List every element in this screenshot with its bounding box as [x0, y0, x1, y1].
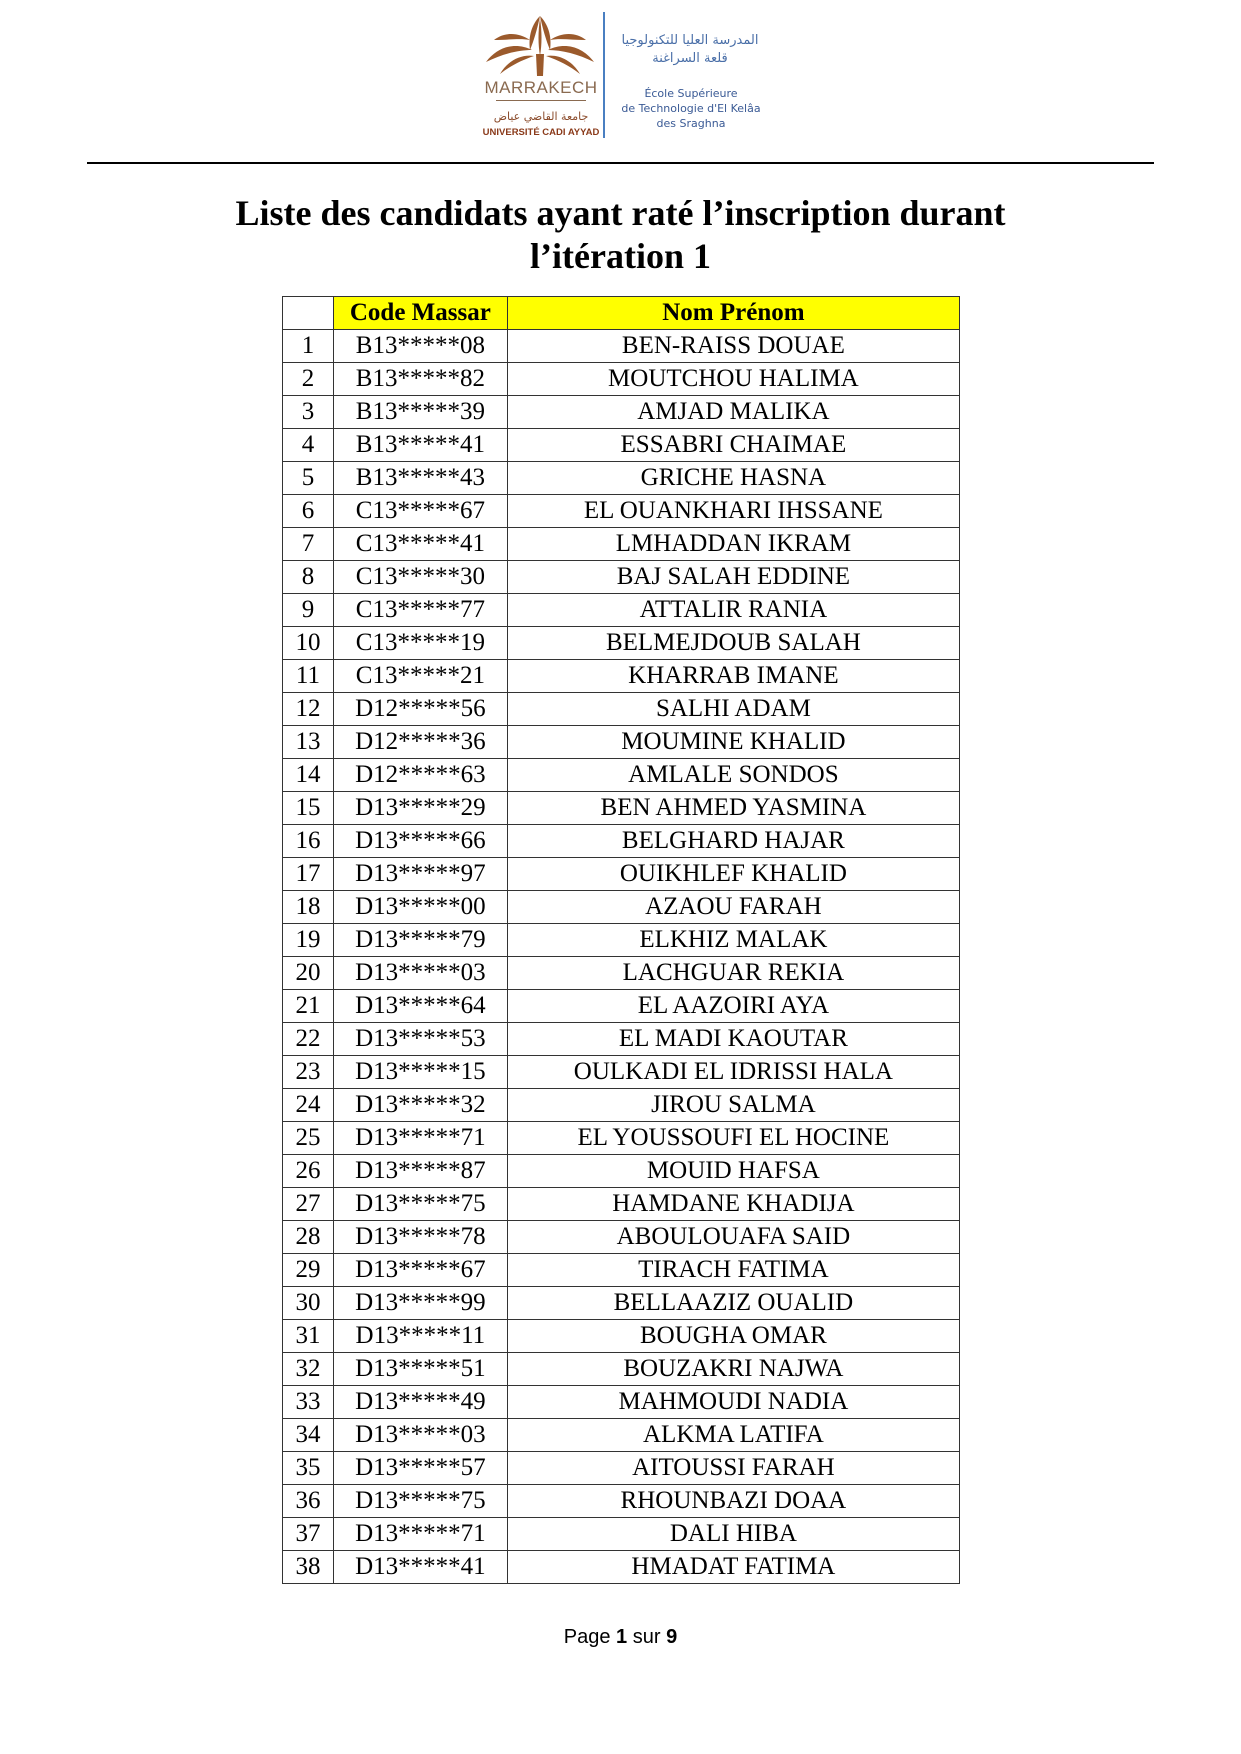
nom-prenom-cell: SALHI ADAM: [507, 693, 959, 726]
table-row: [283, 1023, 960, 1056]
nom-prenom-cell: BAJ SALAH EDDINE: [507, 561, 959, 594]
row-number-cell: 7: [283, 528, 334, 561]
row-number-cell: 9: [283, 594, 334, 627]
table-row: [283, 990, 960, 1023]
nom-prenom-cell: EL MADI KAOUTAR: [507, 1023, 959, 1056]
table-header-row: [283, 297, 960, 330]
nom-prenom-cell: BELLAAZIZ OUALID: [507, 1287, 959, 1320]
nom-prenom-cell: OULKADI EL IDRISSI HALA: [507, 1056, 959, 1089]
code-massar-cell: C13*****19: [333, 627, 507, 660]
table-row: [283, 759, 960, 792]
table-row: [283, 594, 960, 627]
nom-prenom-cell: BELGHARD HAJAR: [507, 825, 959, 858]
table-row: [283, 1518, 960, 1551]
page-label: Page: [563, 1626, 611, 1648]
nom-prenom-cell: MOUTCHOU HALIMA: [507, 363, 959, 396]
code-massar-cell: D13*****41: [333, 1551, 507, 1584]
page-of: sur: [632, 1626, 661, 1648]
logo-underline: [496, 100, 586, 101]
table-row: [283, 1056, 960, 1089]
row-number-cell: 10: [283, 627, 334, 660]
row-number-cell: 8: [283, 561, 334, 594]
nom-prenom-cell: ALKMA LATIFA: [507, 1419, 959, 1452]
nom-prenom-cell: LACHGUAR REKIA: [507, 957, 959, 990]
row-number-cell: 26: [283, 1155, 334, 1188]
table-row: [283, 1287, 960, 1320]
code-massar-cell: D13*****75: [333, 1485, 507, 1518]
nom-prenom-cell: HAMDANE KHADIJA: [507, 1188, 959, 1221]
code-massar-cell: C13*****30: [333, 561, 507, 594]
row-number-cell: 36: [283, 1485, 334, 1518]
school-name-french-line3: des Sraghna: [656, 117, 726, 130]
nom-prenom-cell: TIRACH FATIMA: [507, 1254, 959, 1287]
table-row: [283, 1254, 960, 1287]
letterhead: [0, 0, 1241, 150]
nom-prenom-cell: ABOULOUAFA SAID: [507, 1221, 959, 1254]
code-massar-cell: D13*****71: [333, 1518, 507, 1551]
table-row: [283, 627, 960, 660]
table-row: [283, 1320, 960, 1353]
table-row: [283, 1485, 960, 1518]
table-row: [283, 1221, 960, 1254]
school-name-arabic-line1: المدرسة العليا للتكنولوجيا: [621, 33, 759, 48]
row-number-cell: 2: [283, 363, 334, 396]
header-rule: [87, 162, 1154, 164]
row-number-cell: 1: [283, 330, 334, 363]
nom-prenom-cell: DALI HIBA: [507, 1518, 959, 1551]
table-body: [283, 330, 960, 1584]
code-massar-cell: D13*****49: [333, 1386, 507, 1419]
code-massar-cell: D13*****00: [333, 891, 507, 924]
code-massar-cell: D13*****64: [333, 990, 507, 1023]
table-row: [283, 891, 960, 924]
nom-prenom-cell: BEN-RAISS DOUAE: [507, 330, 959, 363]
nom-prenom-cell: ATTALIR RANIA: [507, 594, 959, 627]
logo-divider: [603, 12, 605, 138]
table-row: [283, 693, 960, 726]
row-number-cell: 5: [283, 462, 334, 495]
table-row: [283, 330, 960, 363]
nom-prenom-cell: AZAOU FARAH: [507, 891, 959, 924]
school-name-french: [606, 86, 776, 131]
code-massar-cell: D12*****63: [333, 759, 507, 792]
table-row: [283, 1089, 960, 1122]
nom-prenom-cell: MAHMOUDI NADIA: [507, 1386, 959, 1419]
table-row: [283, 561, 960, 594]
column-header-number: [283, 297, 334, 330]
row-number-cell: 32: [283, 1353, 334, 1386]
row-number-cell: 22: [283, 1023, 334, 1056]
row-number-cell: 31: [283, 1320, 334, 1353]
nom-prenom-cell: LMHADDAN IKRAM: [507, 528, 959, 561]
page-title-line1: Liste des candidats ayant raté l’inscription durant: [235, 193, 1006, 233]
table-row: [283, 1386, 960, 1419]
nom-prenom-cell: AMJAD MALIKA: [507, 396, 959, 429]
row-number-cell: 33: [283, 1386, 334, 1419]
nom-prenom-cell: GRICHE HASNA: [507, 462, 959, 495]
table-row: [283, 462, 960, 495]
row-number-cell: 14: [283, 759, 334, 792]
row-number-cell: 37: [283, 1518, 334, 1551]
university-name-french: UNIVERSITÉ CADI AYYAD: [482, 127, 600, 138]
code-massar-cell: D13*****57: [333, 1452, 507, 1485]
code-massar-cell: B13*****43: [333, 462, 507, 495]
table-row: [283, 363, 960, 396]
page-title-line2: l’itération 1: [530, 236, 711, 276]
row-number-cell: 15: [283, 792, 334, 825]
code-massar-cell: D13*****51: [333, 1353, 507, 1386]
row-number-cell: 21: [283, 990, 334, 1023]
table-row: [283, 1419, 960, 1452]
row-number-cell: 18: [283, 891, 334, 924]
code-massar-cell: C13*****67: [333, 495, 507, 528]
row-number-cell: 30: [283, 1287, 334, 1320]
nom-prenom-cell: OUIKHLEF KHALID: [507, 858, 959, 891]
nom-prenom-cell: EL OUANKHARI IHSSANE: [507, 495, 959, 528]
code-massar-cell: D13*****11: [333, 1320, 507, 1353]
row-number-cell: 17: [283, 858, 334, 891]
code-massar-cell: B13*****08: [333, 330, 507, 363]
table-row: [283, 528, 960, 561]
nom-prenom-cell: EL AAZOIRI AYA: [507, 990, 959, 1023]
row-number-cell: 16: [283, 825, 334, 858]
code-massar-cell: B13*****41: [333, 429, 507, 462]
row-number-cell: 13: [283, 726, 334, 759]
row-number-cell: 35: [283, 1452, 334, 1485]
table-row: [283, 429, 960, 462]
code-massar-cell: D13*****71: [333, 1122, 507, 1155]
code-massar-cell: C13*****21: [333, 660, 507, 693]
row-number-cell: 19: [283, 924, 334, 957]
row-number-cell: 34: [283, 1419, 334, 1452]
column-header-code-massar: Code Massar: [333, 297, 507, 330]
school-name-arabic: [610, 32, 770, 68]
city-name: MARRAKECH: [484, 78, 598, 97]
column-header-nom-prenom: Nom Prénom: [507, 297, 959, 330]
page-footer: [0, 1626, 1241, 1649]
row-number-cell: 20: [283, 957, 334, 990]
table-row: [283, 858, 960, 891]
table-row: [283, 957, 960, 990]
table-row: [283, 825, 960, 858]
school-name-french-line2: de Technologie d'El Kelâa: [621, 102, 761, 115]
code-massar-cell: D13*****67: [333, 1254, 507, 1287]
row-number-cell: 23: [283, 1056, 334, 1089]
nom-prenom-cell: BEN AHMED YASMINA: [507, 792, 959, 825]
table-row: [283, 1452, 960, 1485]
code-massar-cell: D13*****79: [333, 924, 507, 957]
nom-prenom-cell: BOUZAKRI NAJWA: [507, 1353, 959, 1386]
code-massar-cell: D13*****03: [333, 957, 507, 990]
code-massar-cell: C13*****41: [333, 528, 507, 561]
nom-prenom-cell: BELMEJDOUB SALAH: [507, 627, 959, 660]
code-massar-cell: D13*****87: [333, 1155, 507, 1188]
candidates-table: [282, 296, 960, 1584]
page-title: [150, 192, 1091, 278]
row-number-cell: 12: [283, 693, 334, 726]
code-massar-cell: D13*****29: [333, 792, 507, 825]
table-row: [283, 1353, 960, 1386]
table-row: [283, 660, 960, 693]
nom-prenom-cell: KHARRAB IMANE: [507, 660, 959, 693]
code-massar-cell: D13*****75: [333, 1188, 507, 1221]
table-row: [283, 792, 960, 825]
row-number-cell: 11: [283, 660, 334, 693]
page-current: 1: [616, 1626, 628, 1648]
code-massar-cell: D12*****56: [333, 693, 507, 726]
table-row: [283, 396, 960, 429]
nom-prenom-cell: JIROU SALMA: [507, 1089, 959, 1122]
nom-prenom-cell: AMLALE SONDOS: [507, 759, 959, 792]
nom-prenom-cell: RHOUNBAZI DOAA: [507, 1485, 959, 1518]
code-massar-cell: D13*****03: [333, 1419, 507, 1452]
table-row: [283, 924, 960, 957]
code-massar-cell: D13*****15: [333, 1056, 507, 1089]
table-row: [283, 726, 960, 759]
table-row: [283, 1188, 960, 1221]
row-number-cell: 27: [283, 1188, 334, 1221]
code-massar-cell: B13*****39: [333, 396, 507, 429]
nom-prenom-cell: MOUMINE KHALID: [507, 726, 959, 759]
row-number-cell: 24: [283, 1089, 334, 1122]
row-number-cell: 3: [283, 396, 334, 429]
row-number-cell: 4: [283, 429, 334, 462]
university-name-arabic: جامعة القاضي عياض: [493, 110, 589, 123]
row-number-cell: 29: [283, 1254, 334, 1287]
code-massar-cell: B13*****82: [333, 363, 507, 396]
code-massar-cell: D13*****32: [333, 1089, 507, 1122]
row-number-cell: 38: [283, 1551, 334, 1584]
table-row: [283, 1551, 960, 1584]
table-row: [283, 1122, 960, 1155]
nom-prenom-cell: EL YOUSSOUFI EL HOCINE: [507, 1122, 959, 1155]
nom-prenom-cell: HMADAT FATIMA: [507, 1551, 959, 1584]
code-massar-cell: D13*****66: [333, 825, 507, 858]
code-massar-cell: D13*****78: [333, 1221, 507, 1254]
page-total: 9: [666, 1626, 678, 1648]
school-name-arabic-line2: قلعة السراغنة: [652, 51, 728, 66]
table-row: [283, 495, 960, 528]
code-massar-cell: D13*****97: [333, 858, 507, 891]
nom-prenom-cell: ELKHIZ MALAK: [507, 924, 959, 957]
row-number-cell: 28: [283, 1221, 334, 1254]
code-massar-cell: D13*****99: [333, 1287, 507, 1320]
nom-prenom-cell: MOUID HAFSA: [507, 1155, 959, 1188]
code-massar-cell: C13*****77: [333, 594, 507, 627]
nom-prenom-cell: ESSABRI CHAIMAE: [507, 429, 959, 462]
school-name-french-line1: École Supérieure: [644, 87, 738, 100]
table-row: [283, 1155, 960, 1188]
row-number-cell: 6: [283, 495, 334, 528]
code-massar-cell: D12*****36: [333, 726, 507, 759]
nom-prenom-cell: AITOUSSI FARAH: [507, 1452, 959, 1485]
nom-prenom-cell: BOUGHA OMAR: [507, 1320, 959, 1353]
code-massar-cell: D13*****53: [333, 1023, 507, 1056]
row-number-cell: 25: [283, 1122, 334, 1155]
